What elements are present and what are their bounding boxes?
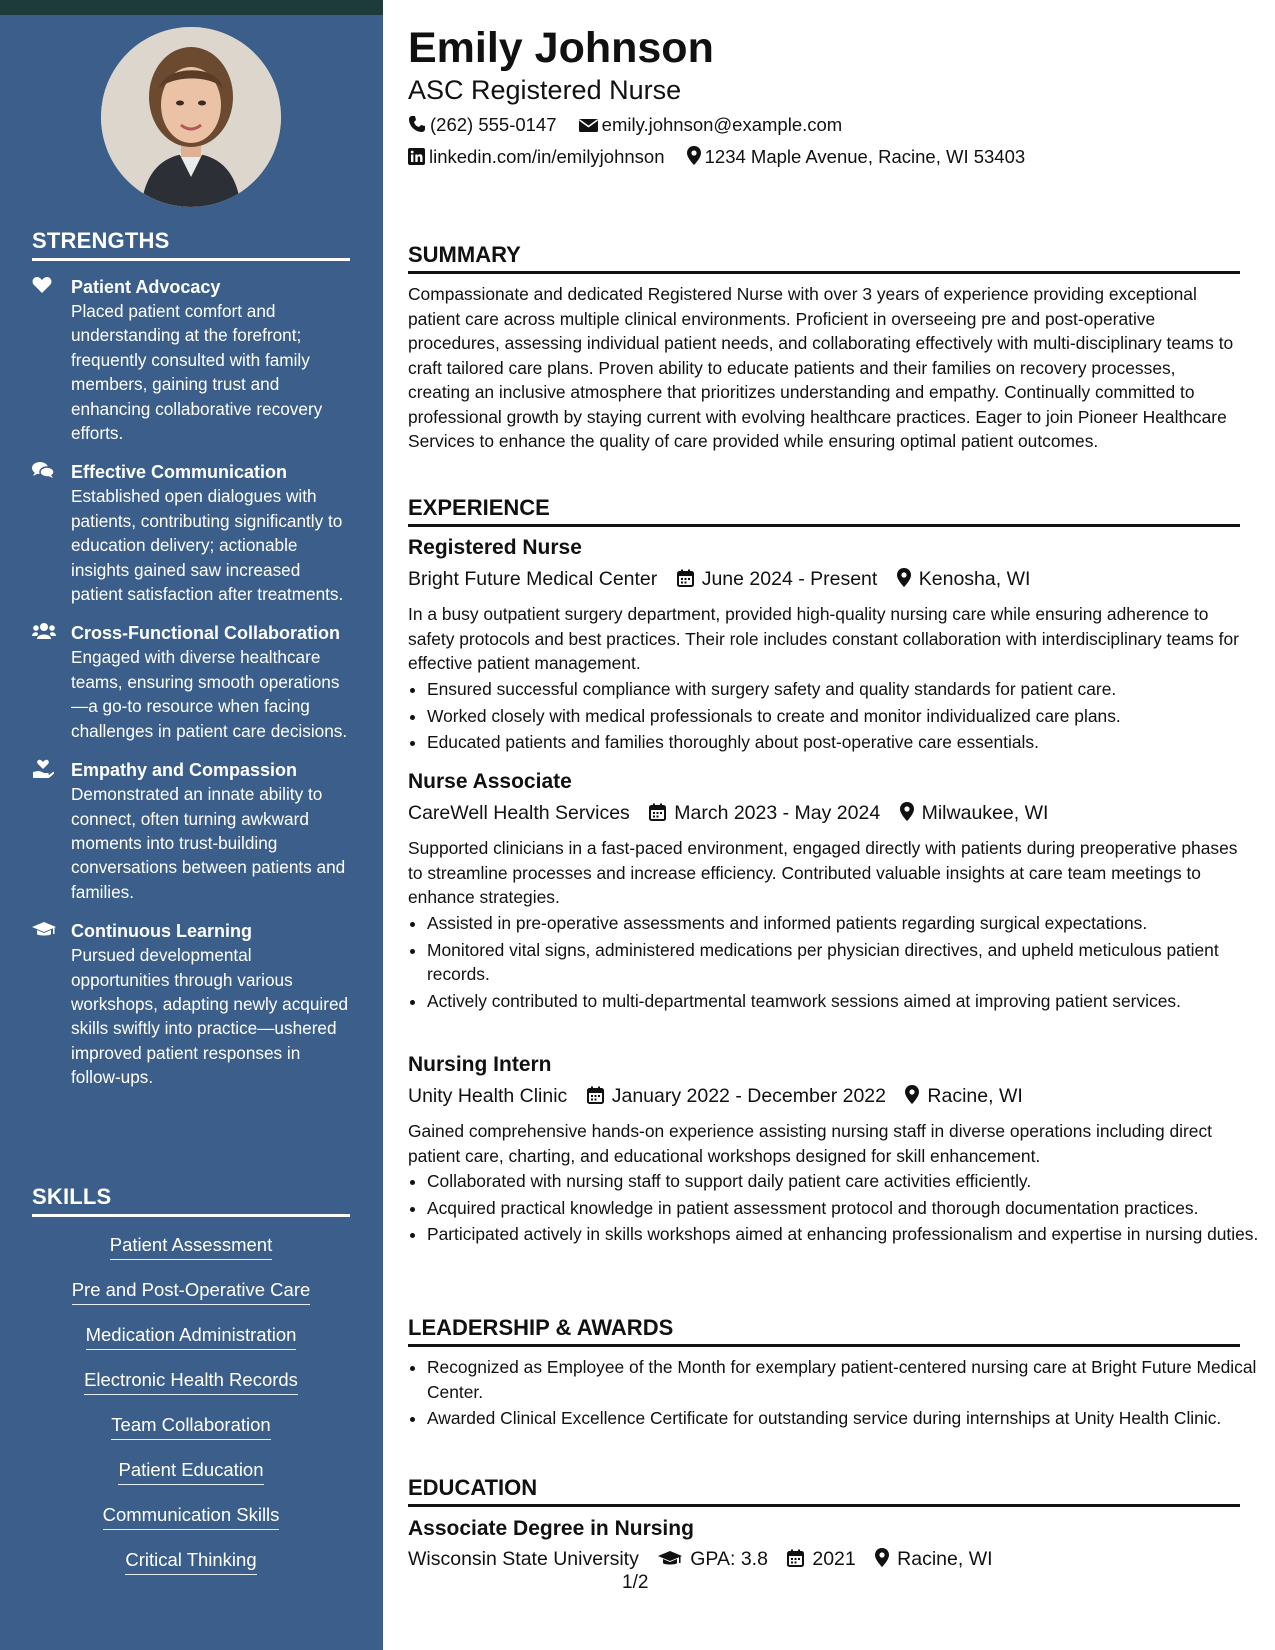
phone-icon (408, 115, 426, 139)
awards-list (408, 1355, 1259, 1433)
graduation-cap-icon (658, 1548, 682, 1574)
strength-item (32, 758, 352, 904)
experience-heading: EXPERIENCE (408, 494, 1240, 527)
linkedin-contact[interactable] (408, 146, 670, 167)
company-name: CareWell Health Services (408, 802, 630, 824)
map-marker-icon (687, 146, 701, 171)
map-marker-icon (905, 1085, 919, 1111)
address-text: 1234 Maple Avenue, Racine, WI 53403 (704, 146, 1026, 167)
awards-heading: LEADERSHIP & AWARDS (408, 1314, 1240, 1347)
skill-item: Electronic Health Records (32, 1367, 350, 1412)
job-bullets (408, 1169, 1259, 1249)
email-contact[interactable] (579, 114, 843, 135)
address-contact (687, 146, 1026, 167)
skill-item: Medication Administration (32, 1322, 350, 1367)
job-dates: June 2024 - Present (701, 568, 878, 590)
calendar-icon (587, 1085, 604, 1111)
job-meta (408, 566, 1030, 594)
strength-title: Empathy and Compassion (71, 760, 298, 781)
strength-item (32, 460, 352, 606)
skill-item: Critical Thinking (32, 1547, 350, 1592)
envelope-icon (579, 115, 598, 139)
bullet-item: • Assisted in pre-operative assessments and informed patients regarding surgical expectations. (427, 911, 1259, 936)
sidebar-top-bar (0, 0, 383, 15)
job-description: Supported clinicians in a fast-paced environment, engaged directly with patients during preoperative phases to streamline processes and increase efficiency. Contributed valuable insights at care team meetings to enhance strategies. (408, 838, 1238, 907)
job-title: Nursing Intern (408, 1053, 552, 1076)
summary-text: Compassionate and dedicated Registered Nurse with over 3 years of experience providing exceptional patient care across multiple clinical environments. Proficient in overseeing pre and post-operative procedures, assessing individual patient needs, and collaborating effectively with multi-disciplinary teams to craft tailored care plans. Proven ability to educate patients and their families on recovery processes, creating an inclusive atmosphere that prioritizes understanding and empathy. Continually committed to professional growth by staying current with evolving healthcare practices. Eager to join Pioneer Healthcare Services to enhance the quality of care provided while ensuring optimal patient outcomes. (408, 284, 1234, 451)
job-title: Registered Nurse (408, 536, 582, 559)
candidate-title: ASC Registered Nurse (408, 75, 682, 105)
award-item: • Awarded Clinical Excellence Certificate for outstanding service during internships at Unity Health Clinic. (427, 1406, 1259, 1431)
strength-title: Effective Communication (71, 462, 288, 483)
strength-title: Continuous Learning (71, 921, 252, 942)
bullet-item: • Actively contributed to multi-departmental teamwork sessions aimed at improving patient services. (427, 989, 1259, 1014)
bullet-item: • Worked closely with medical professionals to create and monitor individualized care plans. (427, 704, 1259, 729)
bullet-item: • Educated patients and families thoroughly about post-operative care essentials. (427, 730, 1259, 755)
bullet-item: • Collaborated with nursing staff to support daily patient care activities efficiently. (427, 1169, 1259, 1194)
job-location: Milwaukee, WI (921, 802, 1049, 824)
award-item: • Recognized as Employee of the Month for exemplary patient-centered nursing care at Bright Future Medical Center. (427, 1355, 1259, 1404)
job-dates: March 2023 - May 2024 (674, 802, 881, 824)
profile-photo (101, 27, 281, 207)
graduation-cap-icon (32, 920, 54, 940)
calendar-icon (787, 1548, 804, 1574)
sidebar (0, 15, 383, 1650)
skill-item: Pre and Post-Operative Care (32, 1277, 350, 1322)
strength-desc: Pursued developmental opportunities through various workshops, adapting newly acquired skills swiftly into practice—ushered improved patient responses in follow-ups. (71, 945, 349, 1088)
heart-icon (32, 276, 54, 296)
gpa-text: GPA: 3.8 (690, 1548, 768, 1570)
calendar-icon (649, 802, 666, 828)
strength-desc: Established open dialogues with patients, contributing significantly to education delivery; actionable insights gained saw increased patient satisfaction after treatments. (71, 486, 344, 605)
strength-item (32, 275, 352, 445)
strength-desc: Placed patient comfort and understanding at the forefront; frequently consulted with family members, gaining trust and enhancing collaborative recovery efforts. (71, 301, 323, 444)
skill-item: Patient Education (32, 1457, 350, 1502)
job-description: Gained comprehensive hands-on experience assisting nursing staff in diverse operations including direct patient care, charting, and educational workshops designed for skill enhancement. (408, 1121, 1212, 1166)
strength-desc: Engaged with diverse healthcare teams, ensuring smooth operations—a go-to resource when facing challenges in patient care decisions. (71, 647, 348, 741)
map-marker-icon (900, 802, 914, 828)
job-location: Racine, WI (927, 1085, 1023, 1107)
strength-item (32, 919, 352, 1089)
summary-heading: SUMMARY (408, 241, 1240, 274)
map-marker-icon (897, 568, 911, 594)
comments-icon (32, 461, 54, 481)
phone-text: (262) 555-0147 (430, 114, 557, 135)
bullet-item: • Ensured successful compliance with surgery safety and quality standards for patient care. (427, 677, 1259, 702)
strength-item (32, 621, 352, 743)
linkedin-icon (408, 147, 425, 171)
job-meta (408, 800, 1048, 828)
skill-item: Communication Skills (32, 1502, 350, 1547)
degree-title: Associate Degree in Nursing (408, 1517, 694, 1540)
map-marker-icon (875, 1548, 889, 1574)
bullet-item: • Participated actively in skills workshops aimed at enhancing professionalism and expertise in nursing duties. (427, 1222, 1259, 1247)
page-number: 1/2 (622, 1572, 649, 1593)
linkedin-text: linkedin.com/in/emilyjohnson (429, 146, 665, 167)
education-heading: EDUCATION (408, 1474, 1240, 1507)
contact-row-2 (408, 145, 1042, 171)
strength-title: Patient Advocacy (71, 277, 221, 297)
skill-item: Patient Assessment (32, 1232, 350, 1277)
company-name: Bright Future Medical Center (408, 568, 658, 590)
strengths-list (32, 275, 352, 1105)
strength-title: Cross-Functional Collaboration (71, 623, 341, 644)
job-dates: January 2022 - December 2022 (611, 1085, 886, 1107)
candidate-name: Emily Johnson (408, 24, 714, 72)
strengths-heading: STRENGTHS (32, 228, 350, 261)
job-meta (408, 1083, 1023, 1111)
contact-row-1 (408, 113, 859, 139)
graduation-year: 2021 (812, 1548, 856, 1570)
job-description: In a busy outpatient surgery department, provided high-quality nursing care while ensuring adherence to safety protocols and best practices. Their role includes constant collaboration with interdisciplinary teams for effective patient management. (408, 604, 1239, 673)
skills-list (32, 1232, 350, 1592)
education-location: Racine, WI (897, 1548, 993, 1570)
school-name: Wisconsin State University (408, 1548, 639, 1570)
email-text: emily.johnson@example.com (601, 114, 843, 135)
bullet-item: • Acquired practical knowledge in patient assessment protocol and thorough documentation practices. (427, 1196, 1259, 1221)
calendar-icon (677, 568, 694, 594)
company-name: Unity Health Clinic (408, 1085, 568, 1107)
job-bullets (408, 911, 1259, 1015)
bullet-item: • Monitored vital signs, administered medications per physician directives, and upheld meticulous patient records. (427, 938, 1259, 987)
job-bullets (408, 677, 1259, 757)
phone-contact[interactable] (408, 114, 562, 135)
skills-heading: SKILLS (32, 1184, 350, 1217)
job-title: Nurse Associate (408, 770, 572, 793)
job-location: Kenosha, WI (918, 568, 1031, 590)
skill-item: Team Collaboration (32, 1412, 350, 1457)
hand-holding-heart-icon (32, 759, 54, 779)
education-meta (408, 1546, 993, 1574)
strength-desc: Demonstrated an innate ability to connect, often turning awkward moments into trust-building conversations between patients and families. (71, 784, 346, 902)
users-icon (32, 622, 54, 642)
